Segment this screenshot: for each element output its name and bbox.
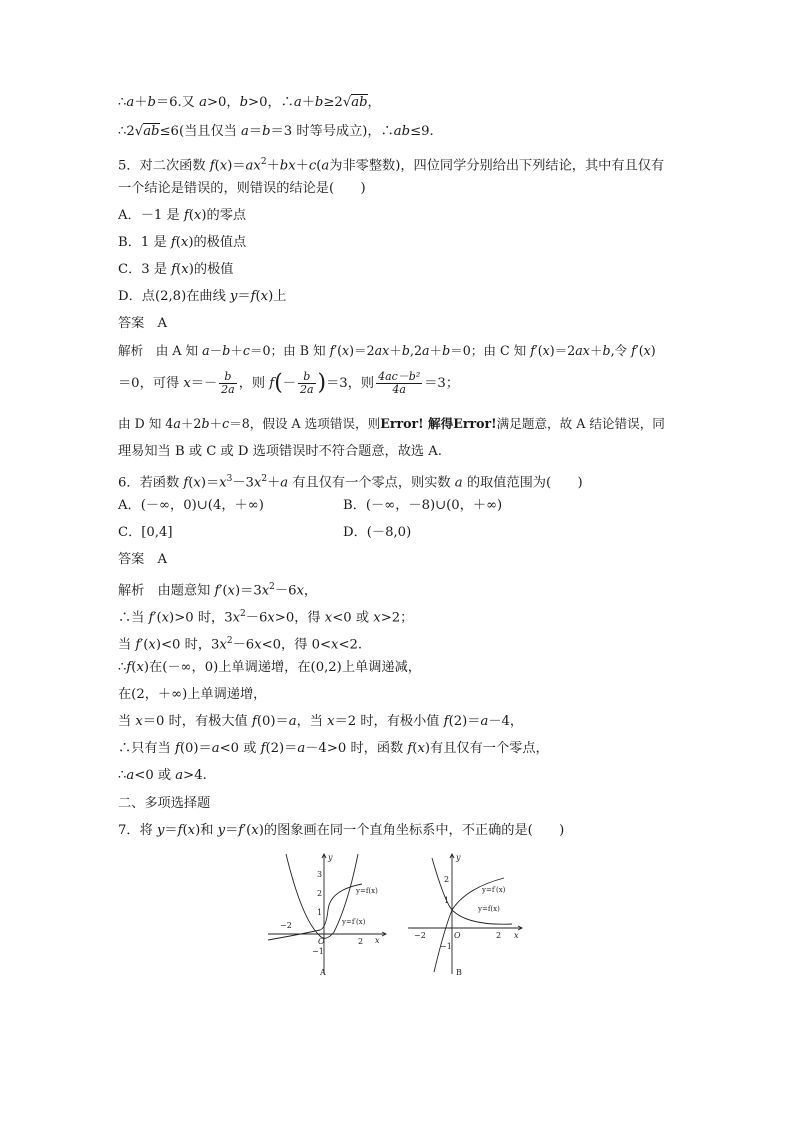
question-6-stem: 6．若函数 $f(x)=x^3-3x^2+a$ 有且仅有一个零点，则实数 a 的取值范围为( ) xyxy=(118,474,583,491)
graph-b-tick-x-neg2: −2 xyxy=(414,931,426,940)
text-line-1: ∴a＋b＝6.又 a>0，b>0，∴a＋b≥2√ab， xyxy=(118,95,381,110)
graph-a xyxy=(262,850,392,980)
question-5-answer: 答案 A xyxy=(118,316,168,331)
question-5-solution-line-2: ＝0，可得 x＝－ $\frac{b}{2a}$ ，则 f(－ $\frac{b}{2a}$ )＝3，则 $\frac{\text{4ac－b²}}{4a}$ ＝3； xyxy=(118,370,460,396)
graph-b-origin: O xyxy=(454,931,461,940)
question-5-option-c: C．3 是 f(x)的极值 xyxy=(118,262,234,277)
graph-b xyxy=(404,850,530,980)
graph-a-x-label: x xyxy=(375,936,380,945)
question-6-solution-line-6: 当 x＝0 时，有极大值 f(0)＝a，当 x＝2 时，有极小值 f(2)＝a－4， xyxy=(118,714,524,729)
question-5-stem-line-2: 一个结论是错误的，则错误的结论是( ) xyxy=(118,181,366,196)
question-6-solution-line-1: 解析 由题意知 $f'(x)=3x^2-6x$， xyxy=(118,582,318,599)
graph-b-tick-y-neg1: −1 xyxy=(440,942,452,951)
graph-a-label-f: y=f(x) xyxy=(356,887,378,895)
graph-a-tick-y-3: 3 xyxy=(317,870,323,879)
graph-b-tick-y-1: 1 xyxy=(444,896,450,905)
question-6-solution-line-3: 当 f′(x)<0 时，$3x^2-6x<0$，得 0<x<2. xyxy=(118,636,363,653)
graph-b-y-label: y xyxy=(456,853,461,862)
graph-b-x-label: x xyxy=(514,931,519,940)
question-6-solution-line-5: 在(2，＋∞)上单调递增， xyxy=(118,687,267,702)
graph-b-tick-y-2: 2 xyxy=(444,875,450,884)
graph-a-tick-y-1: 1 xyxy=(317,908,323,917)
graph-a-origin: O xyxy=(318,937,325,946)
question-6-option-c: C．[0,4] xyxy=(118,525,173,540)
question-6-answer: 答案 A xyxy=(118,552,168,567)
question-5-solution-line-1: 解析 由 A 知 a－b＋c＝0；由 B 知 f′(x)＝2ax＋b,2a＋b＝0；由 C 知 f′(x)＝2ax＋b,令 f′(x) xyxy=(118,343,656,358)
graph-b-tick-x-2: 2 xyxy=(496,931,502,940)
graph-a-tick-y-2: 2 xyxy=(317,889,323,898)
question-6-solution-line-4: ∴f(x)在(－∞，0)上单调递增，在(0,2)上单调递减， xyxy=(118,660,421,675)
question-5-solution-line-4: 理易知当 B 或 C 或 D 选项错误时不符合题意，故选 A. xyxy=(118,444,442,459)
question-5-stem-line-1: 5．对二次函数 $f(x)=ax^2+bx+c(a$为非零整数)，四位同学分别给出下列结论，其中有且仅有 xyxy=(118,157,665,174)
question-5-option-b: B．1 是 f(x)的极值点 xyxy=(118,235,247,250)
question-5-option-d: D．点(2,8)在曲线 y＝f(x)上 xyxy=(118,289,287,304)
question-6-solution-line-2: ∴当 f′(x)>0 时，$3x^2-6x>0$，得 x<0 或 x>2； xyxy=(118,609,414,626)
question-6-solution-line-8: ∴a<0 或 a>4. xyxy=(118,768,207,783)
question-5-option-a: A．－1 是 f(x)的零点 xyxy=(118,208,247,223)
graph-a-tick-x-neg2: −2 xyxy=(280,921,292,930)
question-6-option-d: D．(－8,0) xyxy=(343,525,412,540)
text-line-2: ∴2√ab≤6(当且仅当 a＝b＝3 时等号成立)，∴ab≤9. xyxy=(118,124,434,139)
graph-b-label-f: y=f(x) xyxy=(478,905,500,913)
question-6-solution-line-7: ∴只有当 f(0)＝a<0 或 f(2)＝a－4>0 时，函数 f(x)有且仅有一个零点， xyxy=(118,741,549,756)
graph-a-curve-2 xyxy=(268,884,362,940)
question-6-option-a: A．(－∞，0)∪(4，＋∞) xyxy=(118,498,264,513)
question-5-solution-line-3: 由 D 知 4a＋2b＋c＝8，假设 A 选项错误，则Error! 解得Error!满足题意，故 A 结论错误，同 xyxy=(118,416,665,431)
graph-a-caption: A xyxy=(320,968,326,977)
question-6-option-b: B．(－∞，－8)∪(0，＋∞) xyxy=(343,498,503,513)
graph-a-label-fp: y=f′(x) xyxy=(342,918,366,926)
graph-b-caption: B xyxy=(456,968,462,977)
section-heading: 二、多项选择题 xyxy=(118,796,211,811)
graph-a-tick-y-neg1: −1 xyxy=(312,947,324,956)
graph-a-y-label: y xyxy=(328,853,333,862)
question-7-stem: 7．将 y＝f(x)和 y＝f′(x)的图象画在同一个直角坐标系中，不正确的是( ) xyxy=(118,823,565,838)
graph-a-tick-x-2: 2 xyxy=(358,937,364,946)
graph-b-label-fp: y=f′(x) xyxy=(482,886,506,894)
